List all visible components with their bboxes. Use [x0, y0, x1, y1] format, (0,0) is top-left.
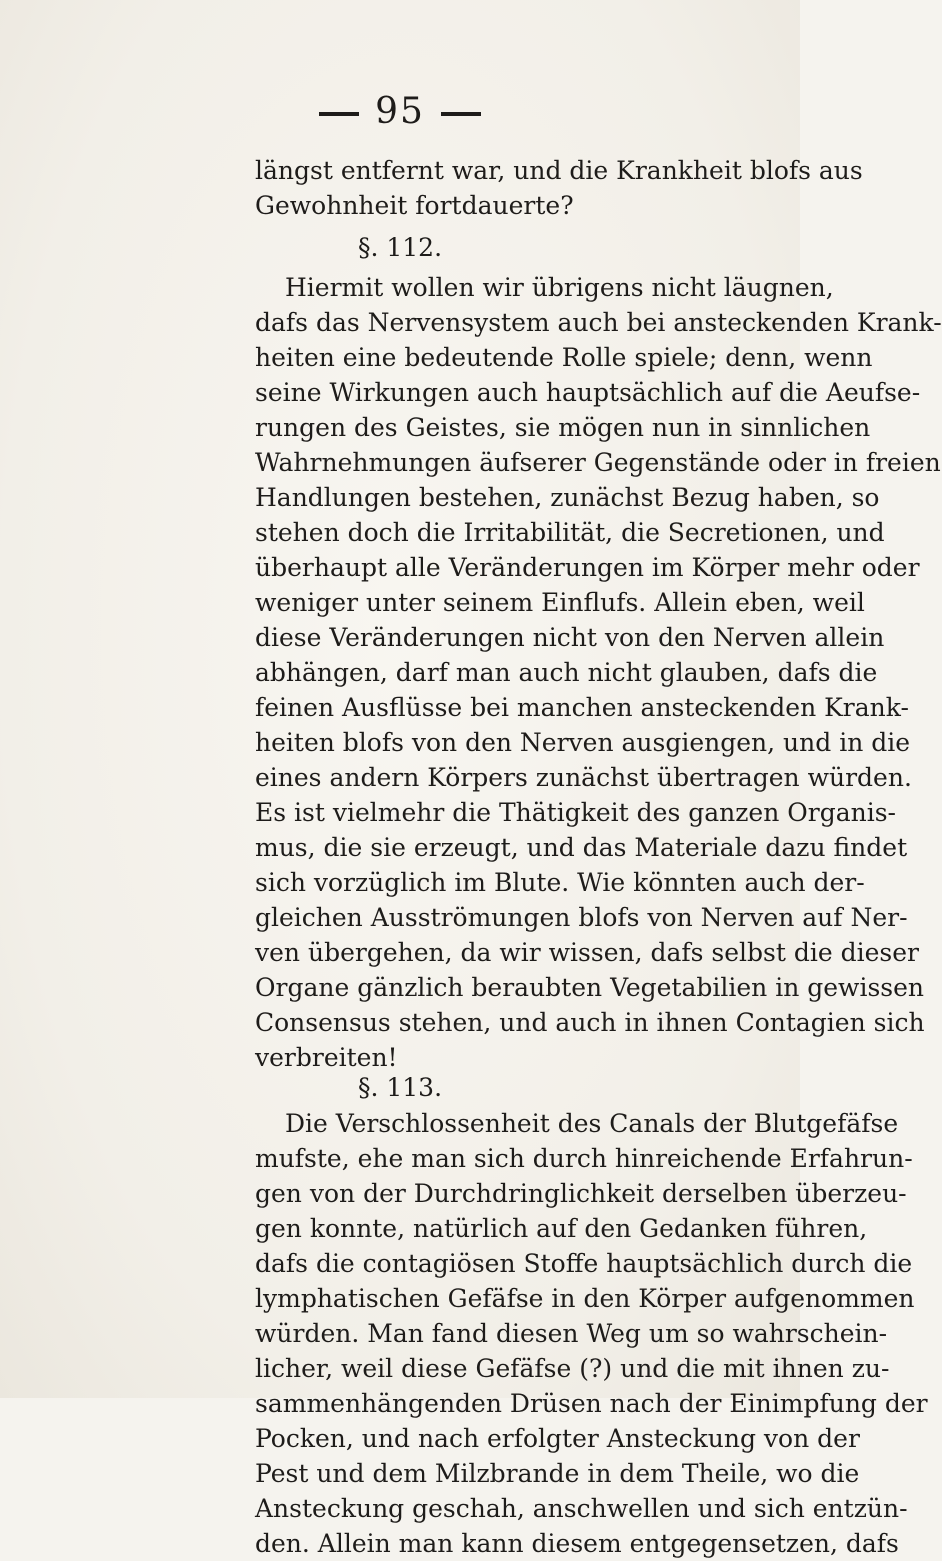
text-line: verbreiten! — [255, 1043, 398, 1072]
text-line: dafs das Nervensystem auch bei ansteckenden Krank- — [255, 308, 942, 337]
text-line: eines andern Körpers zunächst übertragen würden. — [255, 763, 912, 792]
text-line: licher, weil diese Gefäfse (?) und die mit ihnen zu- — [255, 1354, 890, 1383]
text-line: den. Allein man kann diesem entgegensetzen, dafs — [255, 1529, 899, 1558]
section-112-paragraph — [255, 270, 942, 1075]
text-line: sammenhängenden Drüsen nach der Einimpfung der — [255, 1389, 928, 1418]
text-line: gleichen Ausströmungen blofs von Nerven auf Ner- — [255, 903, 908, 932]
section-heading-112: §. 112. — [357, 233, 443, 262]
header-dash-left — [319, 112, 359, 116]
text-line: mufste, ehe man sich durch hinreichende Erfahrun- — [255, 1144, 913, 1173]
text-line: feinen Ausflüsse bei manchen ansteckenden Krank- — [255, 693, 909, 722]
text-line: dafs die contagiösen Stoffe hauptsächlich durch die — [255, 1249, 913, 1278]
continuation-paragraph — [255, 153, 863, 223]
text-line: abhängen, darf man auch nicht glauben, dafs die — [255, 658, 878, 687]
text-line: weniger unter seinem Einflufs. Allein eben, weil — [255, 588, 865, 617]
text-line: stehen doch die Irritabilität, die Secretionen, und — [255, 518, 885, 547]
text-line: gen konnte, natürlich auf den Gedanken führen, — [255, 1214, 868, 1243]
text-line: heiten blofs von den Nerven ausgiengen, und in die — [255, 728, 911, 757]
text-line: überhaupt alle Veränderungen im Körper mehr oder — [255, 553, 920, 582]
text-line: mus, die sie erzeugt, und das Materiale dazu findet — [255, 833, 908, 862]
text-line: würden. Man fand diesen Weg um so wahrschein- — [255, 1319, 888, 1348]
text-line: sich vorzüglich im Blute. Wie könnten auch der- — [255, 868, 865, 897]
header-dash-right — [441, 112, 481, 116]
text-line: seine Wirkungen auch hauptsächlich auf die Aeufse- — [255, 378, 921, 407]
section-113-paragraph — [255, 1106, 928, 1561]
text-line: diese Veränderungen nicht von den Nerven allein — [255, 623, 885, 652]
page-header — [0, 92, 800, 132]
text-line: Es ist vielmehr die Thätigkeit des ganzen Organis- — [255, 798, 896, 827]
text-line: Consensus stehen, und auch in ihnen Contagien sich — [255, 1008, 925, 1037]
text-line: Ansteckung geschah, anschwellen und sich entzün- — [255, 1494, 908, 1523]
text-line: rungen des Geistes, sie mögen nun in sinnlichen — [255, 413, 871, 442]
text-line: Hiermit wollen wir übrigens nicht läugnen, — [285, 273, 834, 302]
section-heading-113: §. 113. — [357, 1073, 443, 1102]
text-line: lymphatischen Gefäfse in den Körper aufgenommen — [255, 1284, 915, 1313]
text-line: Gewohnheit fortdauerte? — [255, 191, 574, 220]
text-line: heiten eine bedeutende Rolle spiele; denn, wenn — [255, 343, 873, 372]
text-line: Die Verschlossenheit des Canals der Blutgefäfse — [285, 1109, 899, 1138]
text-line: Pocken, und nach erfolgter Ansteckung von der — [255, 1424, 860, 1453]
text-line: Pest und dem Milzbrande in dem Theile, wo die — [255, 1459, 860, 1488]
text-line: Handlungen bestehen, zunächst Bezug haben, so — [255, 483, 880, 512]
text-line: ven übergehen, da wir wissen, dafs selbst die dieser — [255, 938, 919, 967]
text-line: gen von der Durchdringlichkeit derselben überzeu- — [255, 1179, 907, 1208]
text-line: längst entfernt war, und die Krankheit blofs aus — [255, 156, 863, 185]
text-line: Organe gänzlich beraubten Vegetabilien in gewissen — [255, 973, 924, 1002]
text-line: Wahrnehmungen äufserer Gegenstände oder in freien — [255, 448, 941, 477]
page-number: 95 — [375, 91, 425, 132]
